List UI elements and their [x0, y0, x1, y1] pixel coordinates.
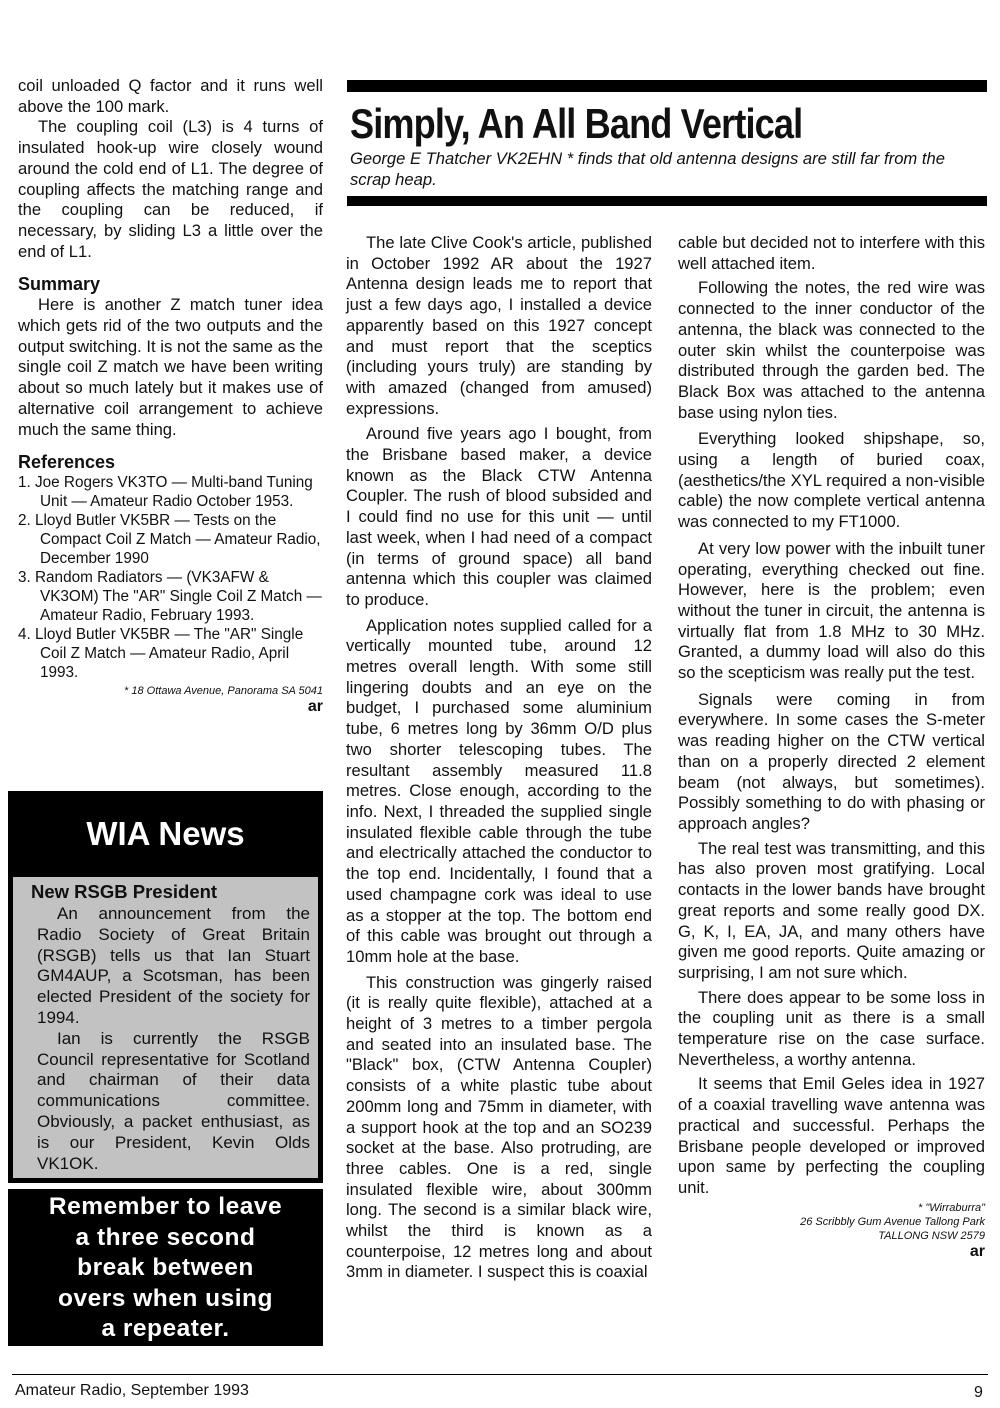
article-paragraph: cable but decided not to interfere with this well attached item.: [678, 233, 985, 273]
article-paragraph: Around five years ago I bought, from the Brisbane based maker, a device known as the Black CTW Antenna Coupler. The rush of blood subsided and I could find no use for this unit — until last week, when I had need of a compact (in terms of ground space) all band antenna which this coupler was claimed to produce.: [346, 424, 652, 609]
reminder-line: Remember to leave: [48, 1193, 283, 1220]
tuner-paragraph-2: The coupling coil (L3) is 4 turns of insulated hook-up wire closely wound around the cold end of L1. The degree of coupling affects the matching range and the coupling can be reduced, if necessary, by sliding L3 a little over the end of L1.: [18, 117, 323, 261]
author-signature-line-1: * "Wirraburra": [918, 1201, 985, 1214]
footer-rule: [12, 1374, 988, 1375]
wia-news-box: [8, 791, 323, 1183]
page-number: 9: [974, 1384, 983, 1401]
article-header: [350, 100, 990, 190]
article-column-1: [346, 233, 652, 1283]
author-address: * 18 Ottawa Avenue, Panorama SA 5041: [124, 685, 323, 698]
reference-item: 3. Random Radiators — (VK3AFW & VK3OM) The "AR" Single Coil Z Match — Amateur Radio, February 1993.: [18, 569, 322, 625]
article-paragraph: Everything looked shipshape, so, using a length of buried coax, (aesthetics/the XYL required a non-visible cable) the now complete vertical antenna was connected to my FT1000.: [678, 429, 985, 532]
article-paragraph: There does appear to be some loss in the coupling unit as there is a small temperature rise on the case surface. Nevertheless, a worthy antenna.: [678, 987, 985, 1069]
references-list: [18, 473, 323, 682]
wia-news-content: [13, 877, 318, 1178]
article-column-2: [678, 233, 985, 1261]
article-paragraph: Signals were coming in from everywhere. In some cases the S-meter was reading higher on the CTW vertical than on a properly directed 2 element beam (not always, but sometimes). Possibly something to do with phasing or approach angles?: [678, 689, 985, 833]
footer-publication: Amateur Radio, September 1993: [15, 1382, 249, 1399]
article-paragraph: Following the notes, the red wire was connected to the inner conductor of the antenna, the black was connected to the outer skin whilst the counterpoise was distributed through the garden bed. The Black Box was attached to the antenna base using nylon ties.: [678, 278, 985, 422]
reminder-line: a three second: [75, 1223, 256, 1251]
repeater-reminder-box: [8, 1189, 323, 1346]
article-title: Simply, An All Band Vertical: [350, 100, 803, 147]
reference-item: 2. Lloyd Butler VK5BR — Tests on the Compact Coil Z Match — Amateur Radio, December 1990: [18, 512, 321, 568]
article-paragraph: It seems that Emil Geles idea in 1927 of a coaxial travelling wave antenna was practical and successful. Perhaps the Brisbane people developed or improved upon same by perfecting the coupling unit.: [678, 1074, 985, 1197]
reminder-line: overs when using: [58, 1284, 273, 1312]
title-top-rule: [347, 80, 987, 92]
article-paragraph: This construction was gingerly raised (it is really quite flexible), attached at a height of 3 metres to a timber pergola and seated into an insulated base. The "Black" box, (CTW Antenna Coupler) consists of a white plastic tube about 200mm long and 75mm in diameter, with a support hook at the top and an SO239 socket at the base. Also protruding, are three cables. One is a red, single insulated flexible wire, about 300mm long. The second is a similar black wire, whilst the third is known as a counterpoise, 12 metres long and about 3mm in diameter. I suspect this is coaxial: [346, 972, 652, 1282]
reference-item: 1. Joe Rogers VK3TO — Multi-band Tuning Unit — Amateur Radio October 1953.: [18, 474, 313, 511]
author-signature-line-2: 26 Scribbly Gum Avenue Tallong Park: [800, 1215, 985, 1228]
reminder-line: break between: [77, 1254, 254, 1281]
tuner-paragraph-1: coil unloaded Q factor and it runs well above the 100 mark.: [18, 76, 323, 116]
article-paragraph: At very low power with the inbuilt tuner operating, everything checked out fine. However, here is the problem; even without the tuner in circuit, the antenna is virtually flat from 1.8 MHz to 30 MHz. Granted, a dummy load will also do this so the scepticism was really put the test.: [678, 538, 985, 683]
end-mark: ar: [969, 1242, 985, 1260]
title-bottom-rule: [347, 196, 987, 206]
wia-news-paragraph-2: Ian is currently the RSGB Council representative for Scotland and chairman of their data communications committee. Obviously, a packet enthusiast, as is our President, Kevin Olds VK1OK.: [37, 1028, 310, 1173]
wia-news-subheading: New RSGB President: [31, 881, 218, 902]
wia-news-paragraph-1: An announcement from the Radio Society of Great Britain (RSGB) tells us that Ian Stuart GM4AUP, a Scotsman, has been elected President of the society for 1994.: [37, 904, 310, 1027]
reminder-line: a repeater.: [101, 1315, 230, 1342]
article-lede: George E Thatcher VK2EHN * finds that old antenna designs are still far from the scrap heap.: [350, 149, 945, 189]
left-column: [18, 76, 323, 716]
wia-news-title: WIA News: [86, 815, 245, 852]
summary-heading: Summary: [18, 274, 101, 295]
article-paragraph: Application notes supplied called for a vertically mounted tube, around 12 metres overall length. With some still lingering doubts and an eye on the budget, I purchased some aluminium tube, 6 metres long by 36mm O/D plus two shorter telescoping tubes. The resultant assembly measured 11.8 metres. Close enough, according to the info. Next, I threaded the supplied single insulated flexible cable through the tube and electrically attached the conductor to the top end. Incidentally, I found that a used champagne cork was ideal to use as a stopper at the top. The bottom end of this cable was brought out through a 10mm hole at the base.: [346, 615, 652, 966]
author-signature-line-3: TALLONG NSW 2579: [878, 1229, 985, 1242]
article-paragraph: The late Clive Cook's article, published in October 1992 AR about the 1927 Antenna design leads me to report that just a few days ago, I installed a device apparently based on this 1927 concept and must report that the sceptics (including yours truly) are standing by with amazed (changed from amused) expressions.: [346, 233, 652, 418]
summary-paragraph: Here is another Z match tuner idea which gets rid of the two outputs and the output switching. It is not the same as the single coil Z match we have been writing about so much lately but it makes use of alternative coil arrangement to achieve much the same thing.: [18, 295, 323, 439]
references-heading: References: [18, 452, 116, 473]
article-paragraph: The real test was transmitting, and this has also proven most gratifying. Local contacts in the lower bands have brought great reports and some really good DX. G, K, I, EA, JA, and many others have given me good reports. Quite amazing or surprising, I am not sure which.: [678, 838, 985, 982]
reference-item: 4. Lloyd Butler VK5BR — The "AR" Single Coil Z Match — Amateur Radio, April 1993.: [18, 626, 304, 682]
end-mark: ar: [307, 698, 323, 716]
